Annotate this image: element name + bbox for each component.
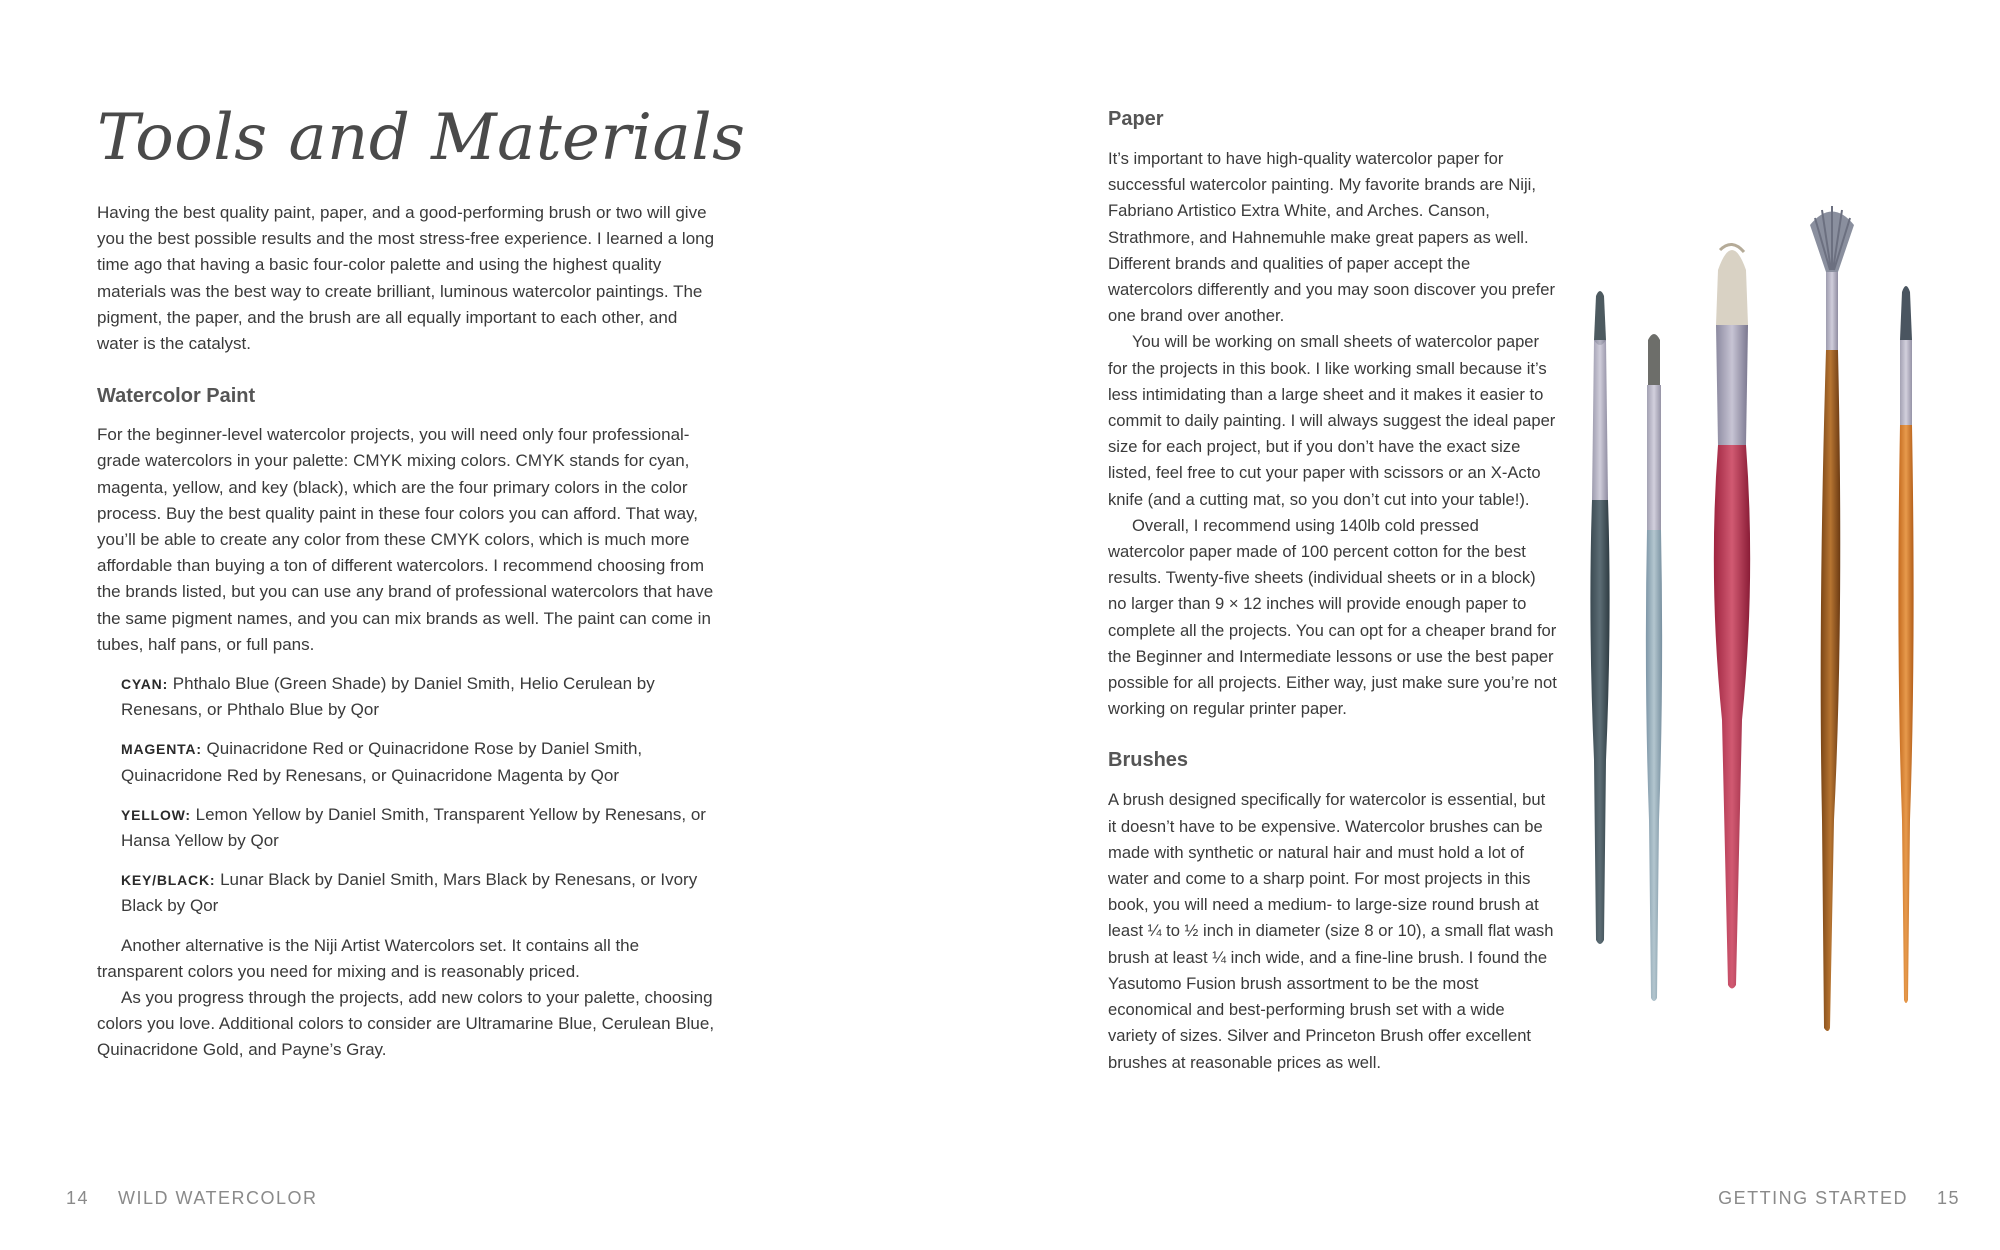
color-item-yellow <box>121 802 717 854</box>
folio-number-right: 15 <box>1936 1188 1960 1208</box>
color-item-key-black <box>121 867 717 919</box>
color-brands: Lemon Yellow by Daniel Smith, Transparent Yellow by Renesans, or Hansa Yellow by Qor <box>121 804 706 851</box>
cmyk-color-list <box>97 671 717 920</box>
brush-red-mop-icon <box>1714 244 1750 988</box>
color-brands: Lunar Black by Daniel Smith, Mars Black by Renesans, or Ivory Black by Qor <box>121 870 698 916</box>
paper-paragraph-2: You will be working on small sheets of watercolor paper for the projects in this book. I like working small because it’s less intimidating than a large sheet and it makes it easier to commit to daily painting. I will always suggest the ideal paper size for each project, but if you don’t have the exact size listed, feel free to cut your paper with scissors or an X-Acto knife (and a cutting mat, so you don’t cut into your table!). <box>1108 332 1556 509</box>
brush-fan-icon <box>1810 206 1854 1031</box>
color-brands: Quinacridone Red or Quinacridone Rose by Daniel Smith, Quinacridone Red by Renesans, or Quinacridone Magenta by Qor <box>121 739 643 785</box>
color-key: YELLOW: <box>121 806 191 823</box>
color-key: KEY/BLACK: <box>121 872 216 889</box>
paper-paragraph-3: Overall, I recommend using 140lb cold pressed watercolor paper made of 100 percent cotton for the best results. Twenty-five sheets (individual sheets or in a block) no larger than 9 × 12 inches will provide enough paper to complete all the projects. You can opt for a cheaper brand for the Beginner and Intermediate lessons or use the best paper possible for all projects. Either way, just make sure you’re not working on regular printer paper. <box>1108 515 1557 719</box>
paper-paragraph-1: It’s important to have high-quality watercolor paper for successful watercolor painting. My favorite brands are Niji, Fabriano Artistico Extra White, and Arches. Canson, Strathmore, and Hahnemuhle make great papers as well. Different brands and qualities of paper accept the watercolors differently and you may soon discover you prefer one brand over another. <box>1108 149 1556 326</box>
color-key: CYAN: <box>121 676 169 693</box>
progress-paragraph: As you progress through the projects, add new colors to your palette, choosing colors you love. Additional colors to consider are Ultramarine Blue, Cerulean Blue, Quinacridone Gold, and Payne’s Gray. <box>97 988 715 1060</box>
paper-heading: Paper <box>1108 108 1164 130</box>
page-title: Tools and Materials <box>97 101 746 175</box>
color-item-cyan <box>121 671 717 723</box>
brush-orange-liner-icon <box>1898 286 1913 1003</box>
brushes-paragraph: A brush designed specifically for watercolor is essential, but it doesn’t have to be expensive. Watercolor brushes can be made with synthetic or natural hair and must hold a lot of water and come to a sharp point. For most projects in this book, you will need a medium- to large-size round brush at least ¼ to ½ inch in diameter (size 8 or 10), a small flat wash brush at least ¼ inch wide, and a fine-line brush. I found the Yasutomo Fusion brush assortment to be the most economical and best-performing brush set with a wide variety of sizes. Silver and Princeton Brush offer excellent brushes at reasonable prices as well. <box>1108 790 1554 1072</box>
running-head-right: GETTING STARTED <box>1718 1188 1908 1208</box>
running-head-left: WILD WATERCOLOR <box>118 1188 318 1208</box>
watercolor-paint-body: For the beginner-level watercolor projects, you will need only four professional-grade watercolors in your palette: CMYK mixing colors. CMYK stands for cyan, magenta, yellow, and key (black), which are the four primary colors in the color process. Buy the best quality paint in these four colors you can afford. That way, you’ll be able to create any color from these CMYK colors, which is much more affordable than buying a ton of different watercolors. I recommend choosing from the brands listed, but you can use any brand of professional watercolors that have the same pigment names, and you can mix brands as well. The paint can come in tubes, half pans, or full pans. <box>97 425 714 654</box>
watercolor-brushes-illustration <box>1560 200 2000 1040</box>
brushes-heading: Brushes <box>1108 749 1189 772</box>
brush-dark-round-icon <box>1590 291 1609 944</box>
alternative-paragraph: Another alternative is the Niji Artist Watercolors set. It contains all the transparent colors you need for mixing and is reasonably priced. <box>97 935 640 981</box>
color-item-magenta <box>121 736 717 788</box>
color-key: MAGENTA: <box>121 741 202 758</box>
right-column <box>1108 106 1558 1076</box>
left-column <box>97 200 717 1064</box>
color-brands: Phthalo Blue (Green Shade) by Daniel Smith, Helio Cerulean by Renesans, or Phthalo Blue by Qor <box>121 674 655 720</box>
brush-blue-round-icon <box>1646 334 1662 1001</box>
right-page <box>1000 0 2000 1250</box>
watercolor-paint-heading: Watercolor Paint <box>97 385 256 408</box>
intro-paragraph: Having the best quality paint, paper, and a good-performing brush or two will give you the best possible results and the most stress-free experience. I learned a long time ago that having a basic four-color palette and using the highest quality materials was the best way to create brilliant, luminous watercolor paintings. The pigment, the paper, and the brush are all equally important to each other, and water is the catalyst. <box>97 203 715 354</box>
folio-number-left: 14 <box>66 1188 90 1208</box>
